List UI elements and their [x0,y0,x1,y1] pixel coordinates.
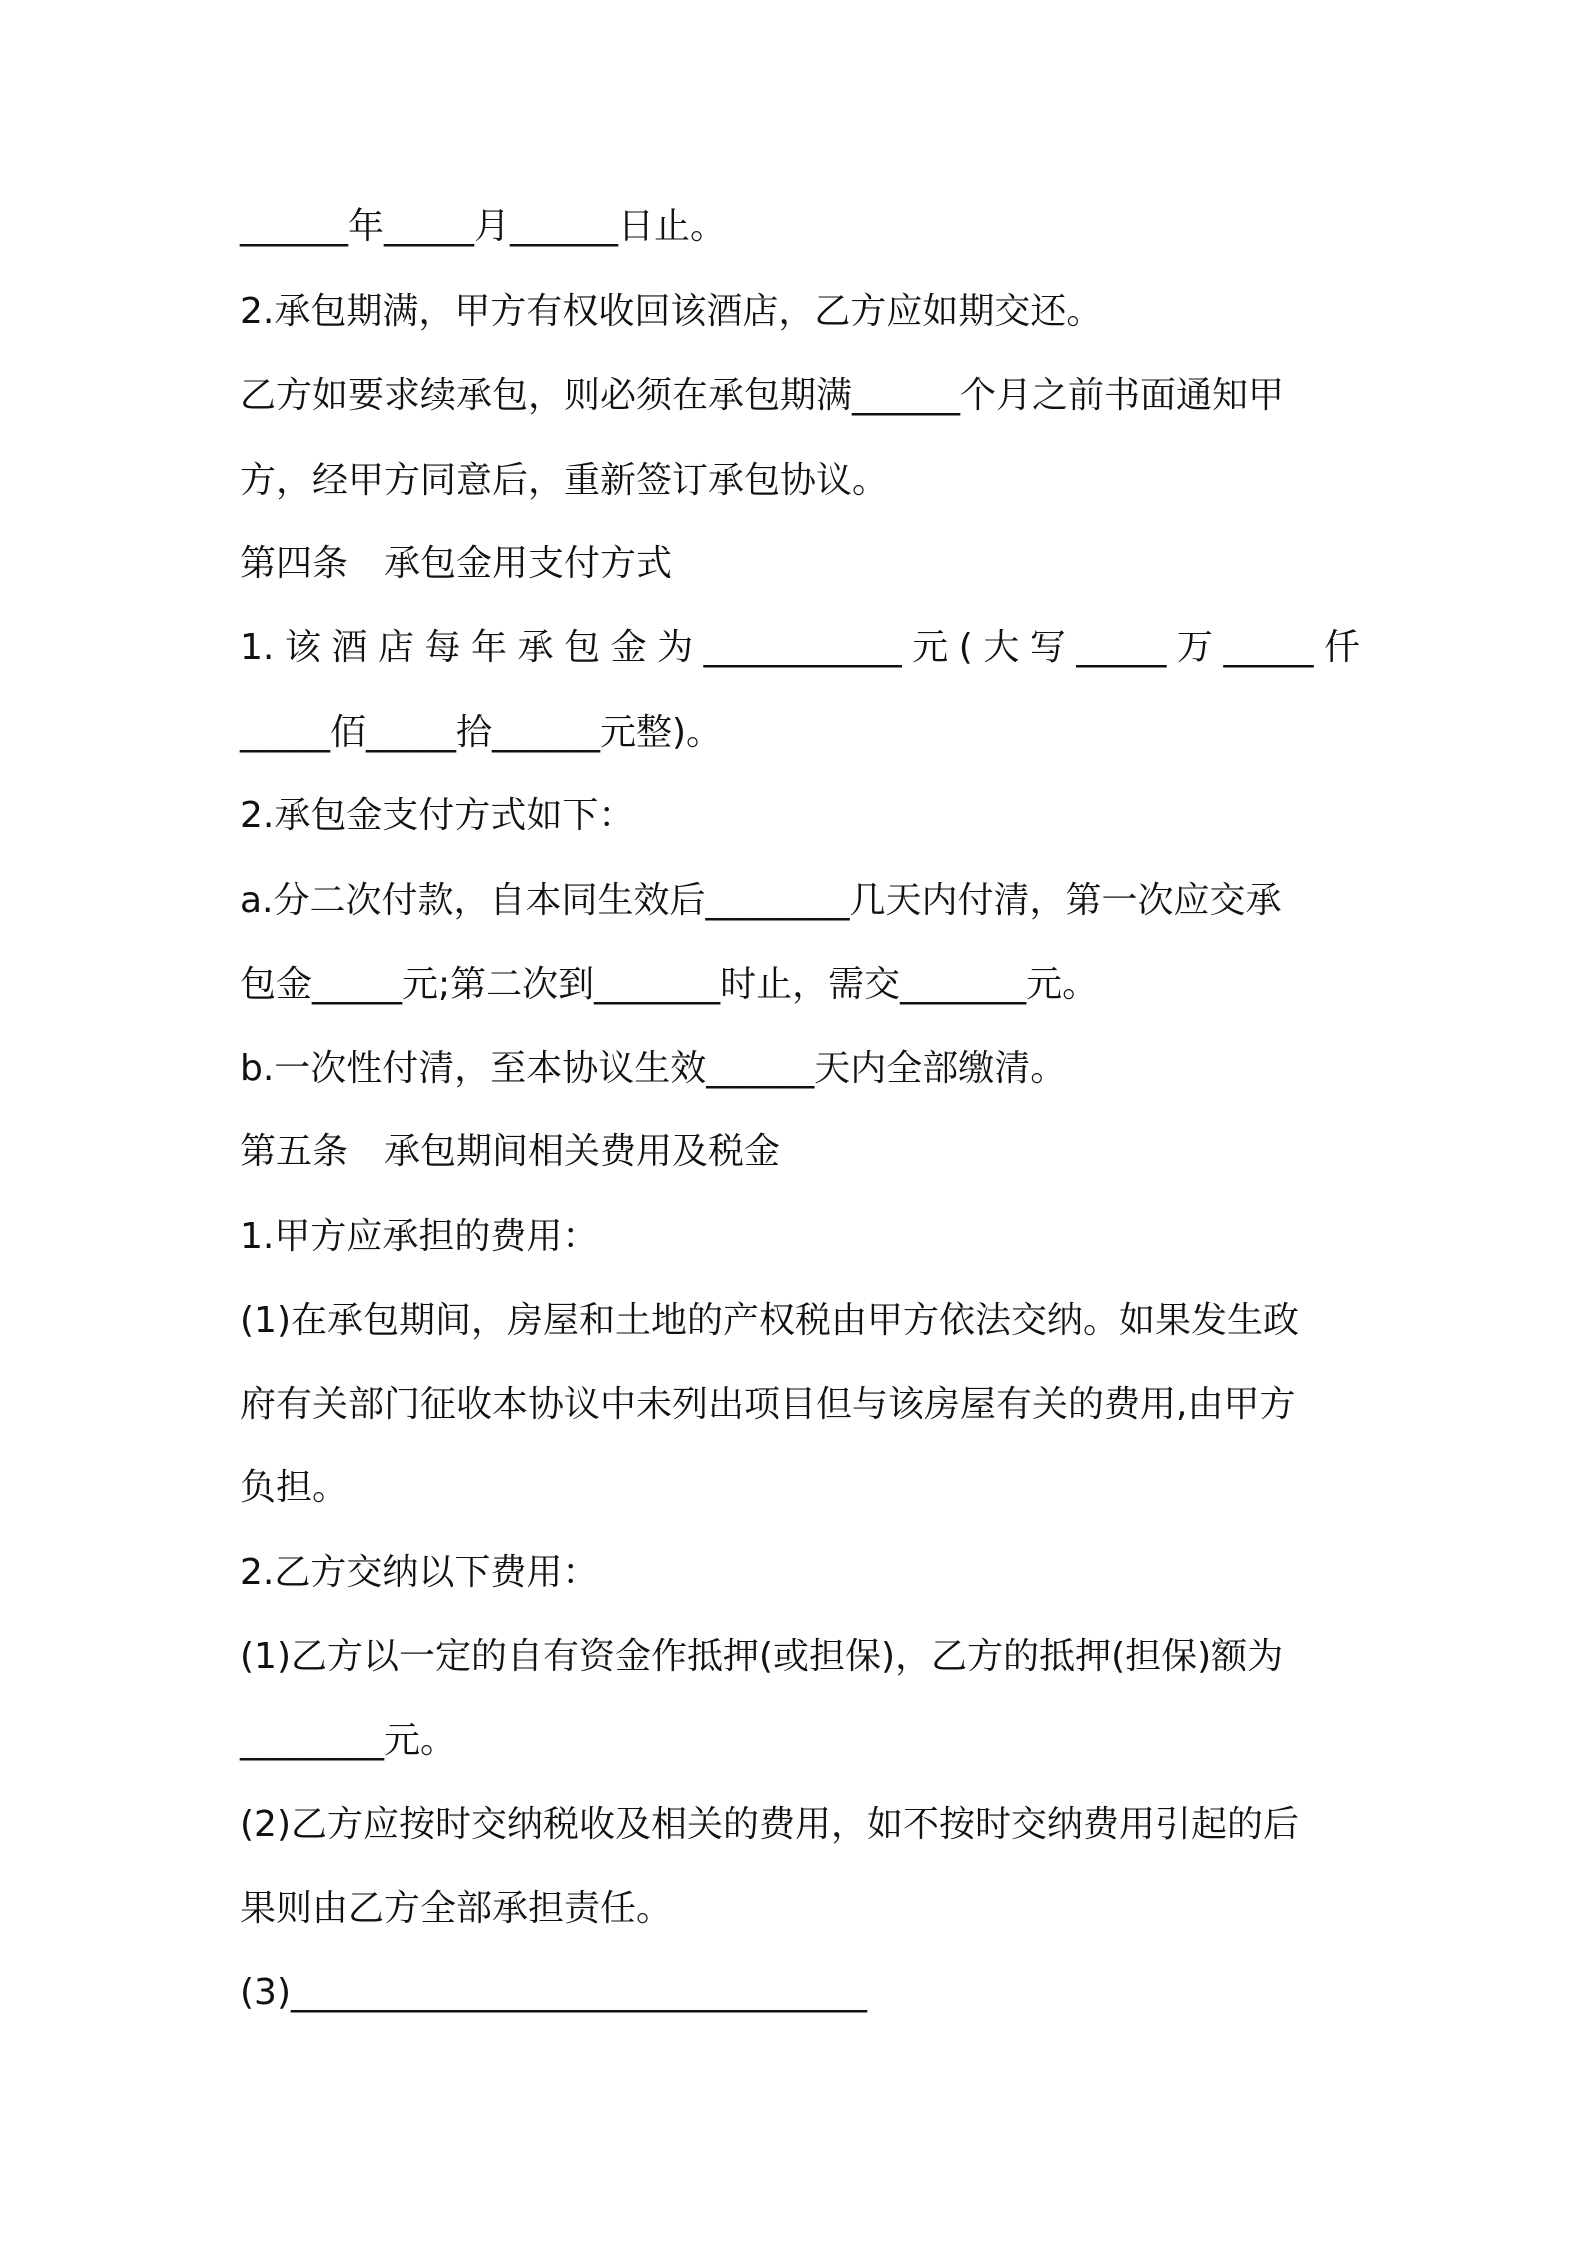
text-line: (1)乙方以一定的自有资金作抵押(或担保)，乙方的抵押(担保)额为 [240,1636,1284,1677]
text-line: (2)乙方应按时交纳税收及相关的费用，如不按时交纳费用引起的后 [240,1804,1299,1845]
text-line: 负担。 [240,1467,349,1508]
text-line: a.分二次付款，自本同生效后________几天内付清，第一次应交承 [240,880,1282,921]
text-line: (3)________________________________ [240,1972,867,2013]
text-line: 果则由乙方全部承担责任。 [240,1888,673,1929]
text-line: 方，经甲方同意后，重新签订承包协议。 [240,460,889,501]
text-line: 乙方如要求续承包，则必须在承包期满______个月之前书面通知甲 [240,375,1285,416]
text-line: (1)在承包期间，房屋和土地的产权税由甲方依法交纳。如果发生政 [240,1300,1299,1341]
text-line: 包金_____元;第二次到_______时止，需交_______元。 [240,964,1099,1005]
text-line: b.一次性付清，至本协议生效______天内全部缴清。 [240,1048,1067,1089]
text-line: 府有关部门征收本协议中未列出项目但与该房屋有关的费用,由甲方 [240,1384,1296,1425]
text-line: ________元。 [240,1720,457,1761]
text-line: _____佰_____拾______元整)。 [240,712,723,753]
text-line: 2.承包金支付方式如下： [240,795,635,836]
text-line: 1.该酒店每年承包金为___________元(大写_____万_____仟 [240,627,1360,668]
text-line: ______年_____月______日止。 [240,206,727,247]
text-line: 1.甲方应承担的费用： [240,1216,599,1257]
text-line: 2.乙方交纳以下费用： [240,1552,599,1593]
section-heading: 第五条 承包期间相关费用及税金 [240,1131,781,1172]
text-line: 2.承包期满，甲方有权收回该酒店，乙方应如期交还。 [240,291,1103,332]
section-heading: 第四条 承包金用支付方式 [240,543,673,584]
